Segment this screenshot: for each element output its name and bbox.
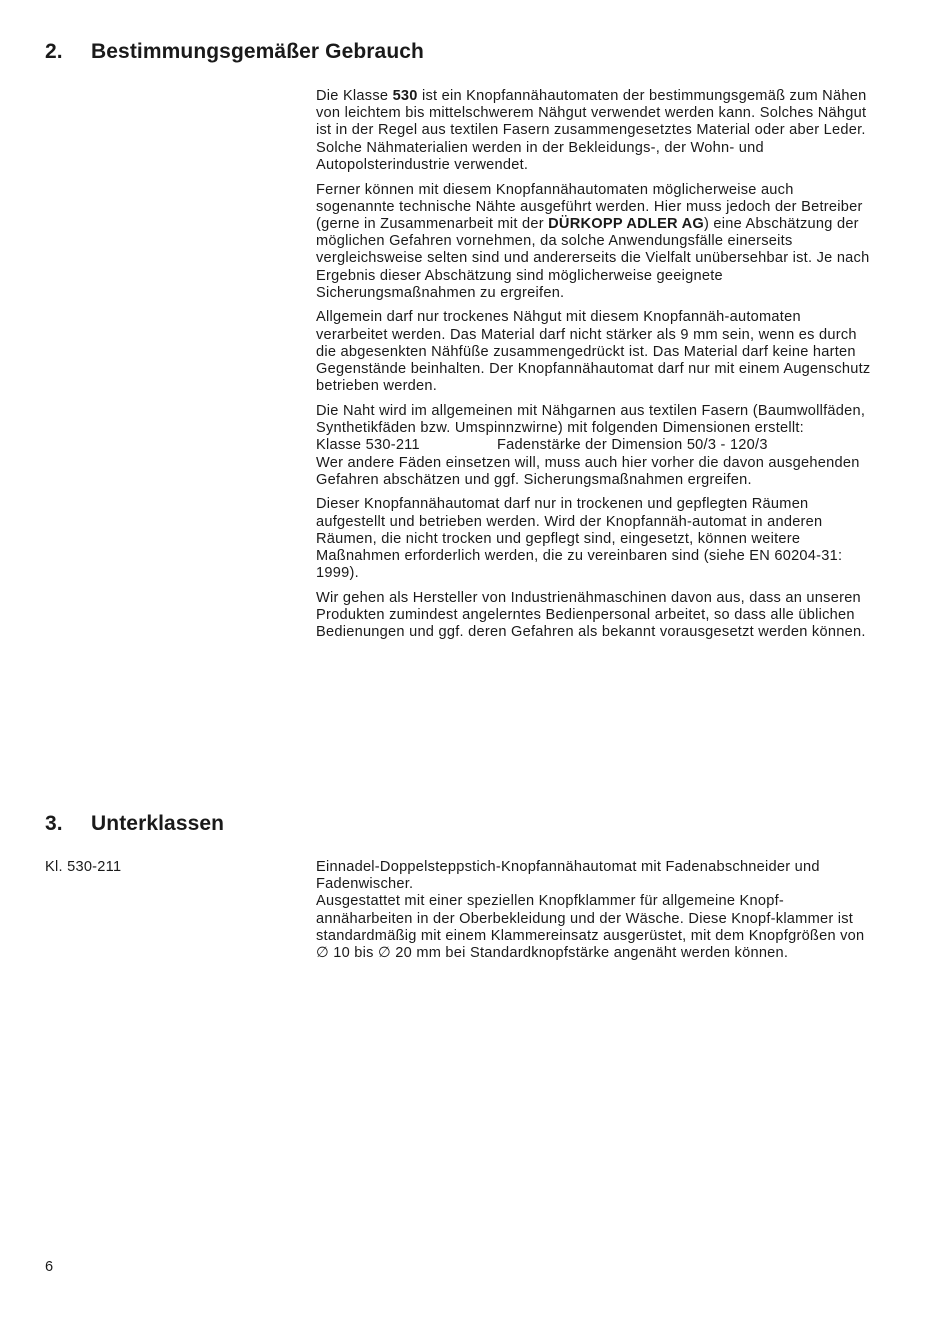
section-2-heading (45, 40, 424, 64)
subclass-equipment: Ausgestattet mit einer speziellen Knopfklammer für allgemeine Knopf-annäharbeiten in der Oberbekleidung und der Wäsche. Diese Knopf-klammer ist standardmäßig mit einem Klammereinsatz ausgerüstet, mit dem Knopfgrößen von ∅ 10 bis ∅ 20 mm bei Standardknopfstärke angenäht werden können. (316, 893, 865, 962)
section-3-body (316, 859, 876, 962)
section-3-title: Unterklassen (91, 812, 225, 835)
threads-outro: Wer andere Fäden einsetzen will, muss auch hier vorher die davon ausgehenden Gefahren abschätzen und ggf. Sicherungsmaßnahmen ergreifen. (316, 454, 860, 488)
paragraph-rooms: Dieser Knopfannähautomat darf nur in trockenen und gepflegten Räumen aufgestellt und betrieben werden. Wird der Knopfannäh-automat in anderen Räumen, die nicht trocken und gepflegt sind, eingesetzt, können weitere Maßnahmen erforderlich werden, die zu vereinbaren sind (siehe EN 60204-31: 1999). (316, 496, 843, 582)
threads-intro: Die Naht wird im allgemeinen mit Nähgarnen aus textilen Fasern (Baumwollfäden, Synthetikfäden bzw. Umspinnzwirne) mit folgenden Dimensionen erstellt: (316, 402, 866, 437)
paragraph-threads (316, 403, 876, 489)
thread-spec-class: Klasse 530-211 (316, 437, 420, 454)
paragraph-intended-use: Die Klasse 530 ist ein Knopfannähautomaten der bestimmungsgemäß zum Nähen von leichtem bis mittelschwerem Nähgut verwendet werden kann. Solches Nähgut ist in der Regel aus textilen Fasern zusammengesetztes Material oder aber Leder. Solche Nähmaterialien werden in der Bekleidungs-, der Wohn- und Autopolsterindustrie verwendet. (316, 88, 867, 173)
paragraph-technical-seams: Ferner können mit diesem Knopfannähautomaten möglicherweise auch sogenannte technische Nähte ausgeführt werden. Hier muss jedoch der Betreiber (gerne in Zusammenarbeit mit der DÜRKOPP ADLER AG) eine Abschätzung der möglichen Gefahren vornehmen, da solche Anwendungsfälle einerseits vergleichsweise selten sind und andererseits die Vielfalt unübersehbar ist. Je nach Ergebnis dieser Abschätzung sind möglicherweise geeignete Sicherungsmaßnahmen zu ergreifen. (316, 181, 870, 301)
section-2-title: Bestimmungsgemäßer Gebrauch (91, 40, 424, 63)
page-number: 6 (45, 1259, 54, 1275)
class-number-bold: 530 (392, 88, 418, 104)
thread-spec-value: Fadenstärke der Dimension 50/3 - 120/3 (497, 437, 768, 454)
section-3-heading (45, 812, 224, 836)
company-name-bold: DÜRKOPP ADLER AG (548, 215, 705, 232)
paragraph-material: Allgemein darf nur trockenes Nähgut mit diesem Knopfannäh-automaten verarbeitet werden. Das Material darf nicht stärker als 9 mm sein, wenn es durch die abgesenkten Nähfüße zusammengedrückt ist. Das Material darf keine harten Gegenstände beinhalten. Der Knopfannähautomat darf nur mit einem Augenschutz betrieben werden. (316, 309, 871, 395)
subclass-label: Kl. 530-211 (45, 859, 122, 875)
section-3-number: 3. (45, 812, 63, 835)
section-2-number: 2. (45, 40, 63, 63)
thread-spec-row (316, 437, 876, 454)
paragraph-personnel: Wir gehen als Hersteller von Industrienähmaschinen davon aus, dass an unseren Produkten zumindest angelerntes Bedienpersonal arbeitet, so dass alle üblichen Bedienungen und ggf. deren Gefahren als bekannt vorausgesetzt werden können. (316, 589, 866, 641)
subclass-description: Einnadel-Doppelsteppstich-Knopfannähautomat mit Fadenabschneider und Fadenwischer. (316, 859, 820, 893)
section-2-body (316, 88, 876, 649)
